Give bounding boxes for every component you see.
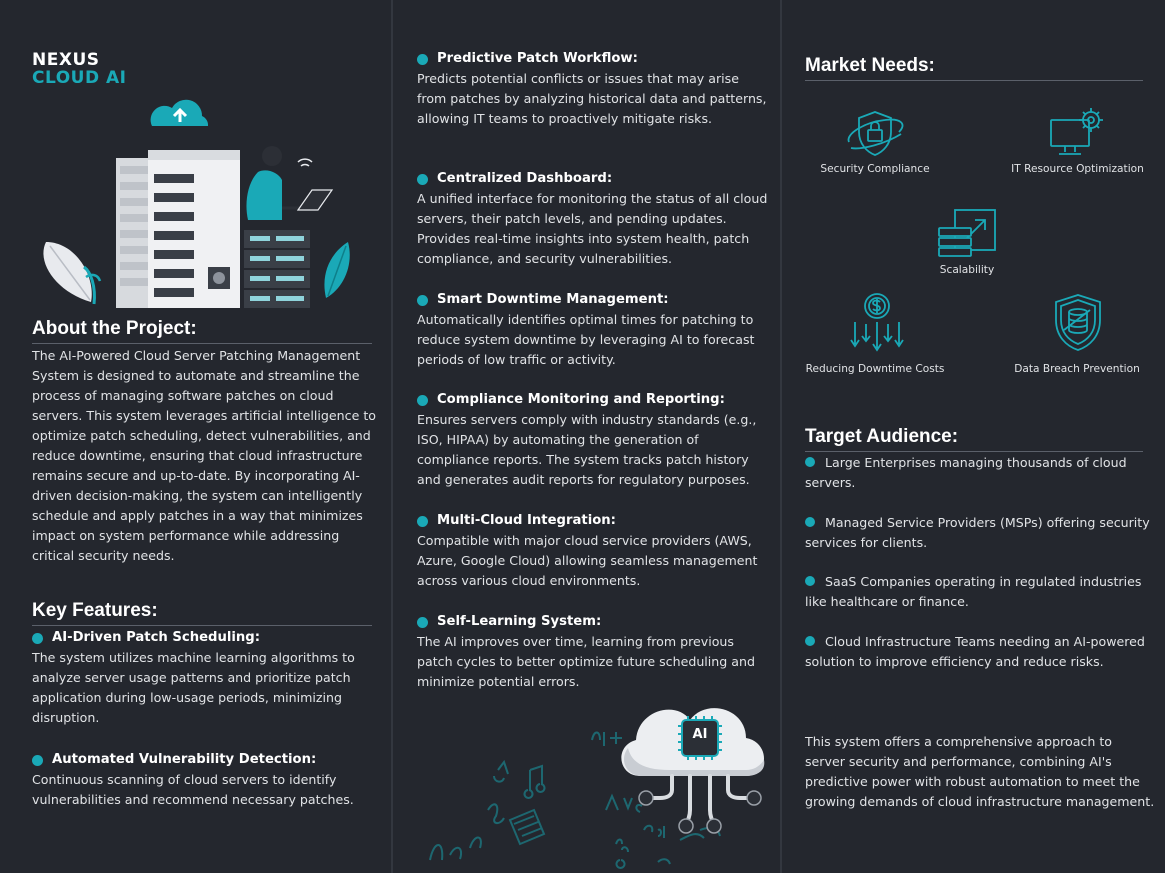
bullet-dot-icon — [32, 755, 43, 766]
shield-lock-icon — [845, 108, 905, 158]
market-need-label: Security Compliance — [820, 163, 930, 175]
feature-item — [32, 628, 377, 728]
feature-item: Multi-Cloud Integration: Compatible with major cloud service providers (AWS, Azure, Google Cloud) allowing seamless management across various cloud environments. — [417, 513, 758, 588]
feature-item: Smart Downtime Management: Automatically identifies optimal times for patching to reduce system downtime by leveraging AI to forecast periods of low traffic or activity. — [417, 292, 755, 367]
logo-line-1: NEXUS — [32, 50, 100, 70]
about-title: About the Project: — [32, 318, 372, 344]
feature-item: Compliance Monitoring and Reporting: Ensures servers comply with industry standards (e.g., ISO, HIPAA) by automating the generation of compliance reports. The system tracks patch history and generates audit reports for regulatory purposes. — [417, 392, 757, 487]
cloud-upload-icon — [151, 100, 208, 126]
bullet-dot-icon — [417, 174, 428, 185]
audience-item: Large Enterprises managing thousands of cloud servers. — [805, 455, 1127, 490]
person-with-laptop-icon — [246, 146, 332, 220]
key-features-title: Key Features: — [32, 600, 372, 626]
feature-item: Centralized Dashboard: A unified interface for monitoring the status of all cloud servers, their patch levels, and pending updates. Provides real-time insights into system health, patch compliance, and security vulnerabilities. — [417, 171, 768, 266]
bullet-dot-icon — [417, 295, 428, 306]
feature-title: AI-Driven Patch Scheduling: — [32, 628, 377, 648]
market-need-label: Scalability — [939, 264, 995, 276]
closing-text: This system offers a comprehensive approach to server security and performance, combining AI's predictive power with robust automation to meet the growing demands of cloud infrastructure management. — [805, 734, 1155, 809]
audience-item: SaaS Companies operating in regulated industries like healthcare or finance. — [805, 574, 1142, 609]
feature-item — [32, 750, 377, 810]
feature-item: Self-Learning System: The AI improves over time, learning from previous patch cycles to better optimize future scheduling and minimize potential errors. — [417, 614, 755, 689]
bullet-dot-icon — [417, 54, 428, 65]
feature-item: Predictive Patch Workflow: Predicts potential conflicts or issues that may arise from patches by analyzing historical data and patterns, allowing IT teams to proactively mitigate risks. — [417, 51, 767, 126]
server-illustration — [36, 92, 366, 314]
bullet-dot-icon — [417, 617, 428, 628]
bullet-dot-icon — [32, 633, 43, 644]
audience-item: Cloud Infrastructure Teams needing an AI-powered solution to improve efficiency and reduce risks. — [805, 634, 1145, 669]
audience-item: Managed Service Providers (MSPs) offering security services for clients. — [805, 515, 1150, 550]
leaf-left-icon — [43, 242, 100, 304]
bullet-dot-icon — [417, 516, 428, 527]
ai-chip-label: AI — [692, 727, 708, 742]
market-need-label: IT Resource Optimization — [1011, 163, 1144, 175]
column-divider-left — [391, 0, 393, 873]
server-expand-icon — [937, 206, 997, 258]
bullet-dot-icon — [805, 636, 815, 646]
ai-cloud-illustration — [410, 680, 775, 873]
market-need-label: Data Breach Prevention — [1014, 363, 1140, 375]
shield-database-icon — [1048, 292, 1108, 354]
bullet-dot-icon — [805, 576, 815, 586]
market-needs-title: Market Needs: — [805, 55, 1143, 81]
feature-text: Continuous scanning of cloud servers to identify vulnerabilities and recommend necessary patches. — [32, 772, 354, 807]
feature-title: Automated Vulnerability Detection: — [32, 750, 377, 770]
logo-line-2: CLOUD AI — [32, 68, 127, 88]
bullet-dot-icon — [805, 457, 815, 467]
about-text: The AI-Powered Cloud Server Patching Management System is designed to automate and streamline the process of managing software patches on cloud servers. This system leverages artificial intelligence to optimize patch scheduling, detect vulnerabilities, and reduce downtime, ensuring that cloud infrastructure remains secure and up-to-date. By incorporating AI-driven decision-making, the system can intelligently schedule and apply patches in a way that minimizes impact on system performance while addressing critical security needs. — [32, 348, 376, 563]
market-need-label: Reducing Downtime Costs — [805, 363, 945, 375]
monitor-gear-icon — [1047, 106, 1107, 158]
bullet-dot-icon — [805, 517, 815, 527]
dollar-down-icon — [847, 292, 907, 354]
logo — [32, 50, 126, 88]
target-audience-title: Target Audience: — [805, 426, 1143, 452]
feature-text: The system utilizes machine learning algorithms to analyze server usage patterns and prioritize patch application during low-usage periods, minimizing disruption. — [32, 650, 355, 725]
bullet-dot-icon — [417, 395, 428, 406]
leaf-right-icon — [324, 242, 349, 298]
column-divider-right — [780, 0, 782, 873]
